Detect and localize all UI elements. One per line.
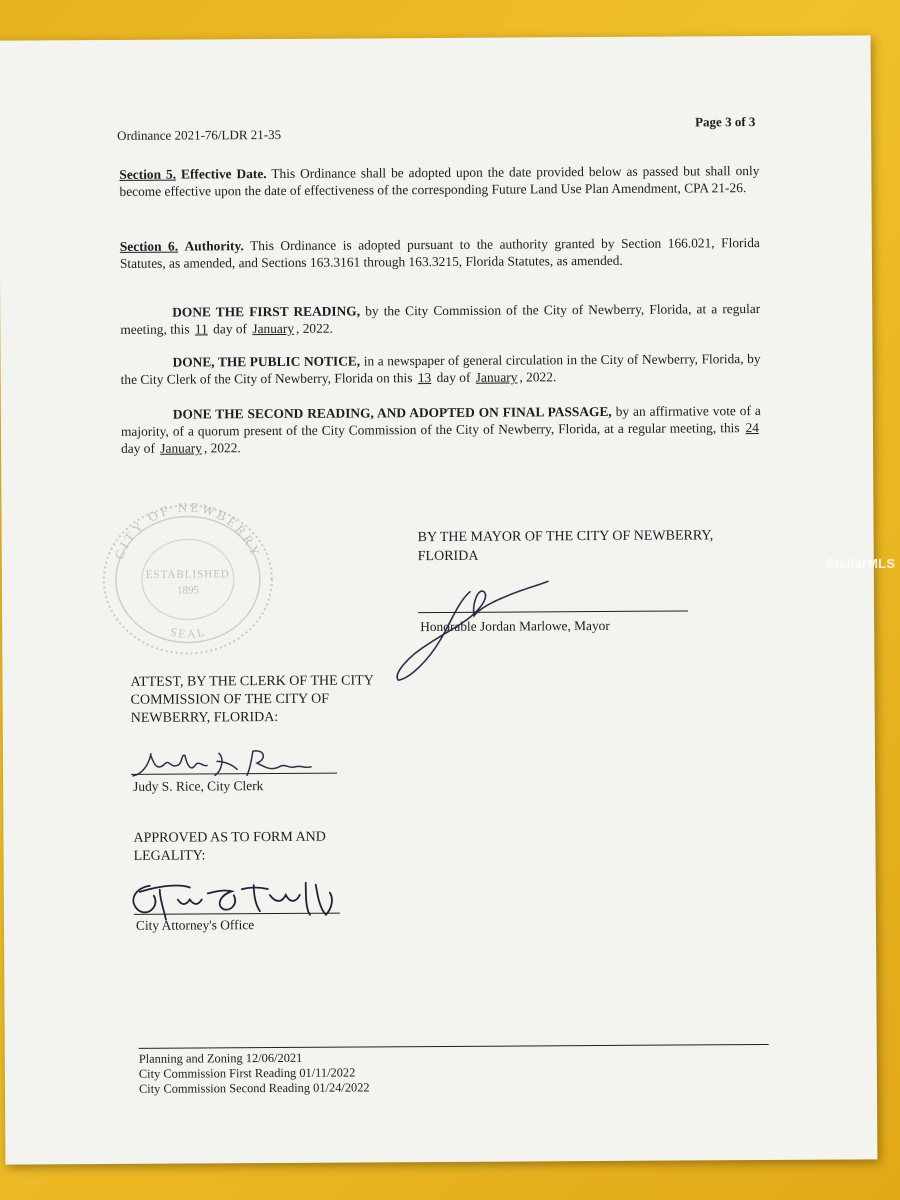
public-notice-text: in a newspaper of general circulation in the City of Newberry, Florida, by the City Clerk of the City of Newberry, Florida on this <box>120 351 761 387</box>
section-5-paragraph <box>119 162 759 200</box>
public-notice-lead: DONE, THE PUBLIC NOTICE, <box>172 353 361 370</box>
attorney-office: City Attorney's Office <box>135 917 255 933</box>
public-notice-year: , 2022. <box>519 369 557 385</box>
first-reading-text: by the City Commission of the City of Newberry, Florida, at a regular meeting, this <box>120 301 761 337</box>
page-number: Page 3 of 3 <box>695 114 756 130</box>
footer-history <box>139 1050 370 1096</box>
clerk-name: Judy S. Rice, City Clerk <box>133 778 264 794</box>
section-5-label: Section 5. <box>119 166 177 182</box>
seal-top-text: CITY OF NEWBERRY <box>111 499 265 562</box>
document-page <box>0 35 877 1164</box>
svg-text:CITY OF NEWBERRY <box>111 499 264 561</box>
first-reading-lead: DONE THE FIRST READING, <box>172 303 361 320</box>
mayor-signature-title: BY THE MAYOR OF THE CITY OF NEWBERRY, FLORIDA <box>417 528 714 565</box>
first-reading-day-of: day of <box>213 321 248 337</box>
seal-bottom-text: SEAL <box>168 624 208 642</box>
first-reading-year: , 2022. <box>295 320 333 336</box>
svg-text:SEAL <box>169 624 208 641</box>
public-notice-paragraph <box>120 350 760 388</box>
second-reading-lead: DONE THE SECOND READING, AND ADOPTED ON FINAL PASSAGE, <box>172 403 612 422</box>
section-6-text: This Ordinance is adopted pursuant to the authority granted by Section 166.021, Florida Statutes, as amended, and Sections 163.3161 through 163.3215, Florida Statutes, as amended. <box>119 235 760 271</box>
ordinance-reference: Ordinance 2021-76/LDR 21-35 <box>117 126 282 143</box>
first-reading-paragraph <box>120 300 760 338</box>
second-reading-month: January <box>160 440 202 456</box>
second-reading-text: by an affirmative vote of a majority, of a quorum present of the City Commission of the City of Newberry, Florida, at a regular meeting, this <box>120 403 761 439</box>
approved-title: APPROVED AS TO FORM AND LEGALITY: <box>133 829 326 864</box>
attest-title: ATTEST, BY THE CLERK OF THE CITY COMMISSION OF THE CITY OF NEWBERRY, FLORIDA: <box>130 673 374 726</box>
second-reading-year: , 2022. <box>203 440 241 456</box>
city-seal-icon <box>97 499 278 660</box>
second-reading-day: 24 <box>745 420 759 436</box>
first-reading-day: 11 <box>194 321 208 337</box>
footer-divider <box>139 1044 769 1049</box>
public-notice-day-of: day of <box>436 369 471 386</box>
section-5-title: Effective Date. <box>180 166 267 182</box>
footer-first-reading: City Commission First Reading 01/11/2022 <box>138 1065 356 1081</box>
public-notice-month: January <box>475 369 518 385</box>
section-6-label: Section 6. <box>119 238 179 254</box>
second-reading-day-of: day of <box>121 440 155 456</box>
section-6-title: Authority. <box>184 238 244 254</box>
seal-established: ESTABLISHED <box>145 568 230 581</box>
public-notice-day: 13 <box>417 370 432 386</box>
footer-second-reading: City Commission Second Reading 01/24/2022 <box>138 1080 370 1096</box>
mayor-name: Honorable Jordan Marlowe, Mayor <box>420 617 610 635</box>
seal-year: 1895 <box>176 584 199 597</box>
second-reading-paragraph <box>121 402 761 457</box>
section-6-paragraph <box>120 234 760 272</box>
footer-planning-zoning: Planning and Zoning 12/06/2021 <box>138 1050 303 1066</box>
section-5-text: This Ordinance shall be adopted upon the date provided below as passed but shall only become effective upon the date of effectiveness of the corresponding Future Land Use Plan Amendment, CPA 21-26. <box>119 163 760 199</box>
stellarmls-watermark: StellarMLS <box>826 556 896 571</box>
first-reading-month: January <box>252 320 295 337</box>
